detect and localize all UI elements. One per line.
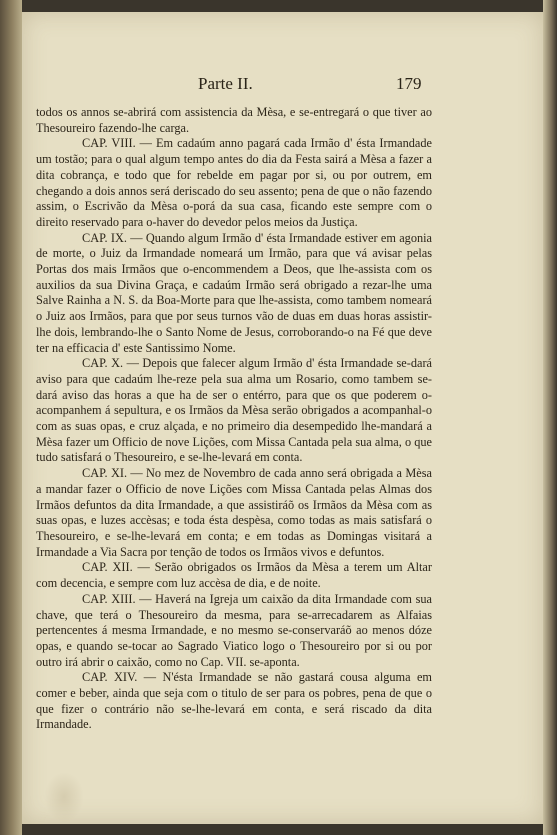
paragraph-cap-xiv: CAP. XIV. — N'ésta Irmandade se não gastará cousa alguma em comer e beber, ainda que seja com o titulo de ser para os pobres, pena de que o que fizer o contrário não se-lhe-levará em conta, e será riscado da dita Irmandade. bbox=[36, 670, 432, 732]
running-title: Parte II. bbox=[198, 74, 253, 93]
paragraph-cap-viii: CAP. VIII. — Em cadaúm anno pagará cada Irmão d' ésta Irmandade um tostão; para o qual algum tempo antes do dia da Festa sairá a Mèsa a fazer a dita cobrança, e todo que for rebelde em pagar por si, ou por outrem, em chegando a dois annos será deriscado do seu assento; pena de que o não fazendo assim, o Escrivão da Mèsa o-porá da sua casa, ficando este sempre com o direito reservado para o-haver do devedor pelos meios da Justiça. bbox=[36, 136, 432, 229]
right-page-edge bbox=[543, 0, 557, 835]
left-page-edge bbox=[0, 0, 22, 835]
paragraph-cap-xi: CAP. XI. — No mez de Novembro de cada anno será obrigada a Mèsa a mandar fazer o Officio de nove Lições com Missa Cantada pelas Almas dos Irmãos defuntos da dita Irmandade, a que assistiráõ os Irmãos da Mèsa com as suas opas, e luzes accèsas; e toda ésta despèsa, como todas as mais satisfará o Thesoureiro, e se-lhe-levará em conta; e em todas as Domingas visitará a Irmandade a Via Sacra por tenção de todos os Irmãos vivos e defuntos. bbox=[36, 466, 432, 559]
page-header bbox=[22, 74, 543, 100]
book-page bbox=[22, 12, 543, 824]
paper-stain bbox=[44, 772, 84, 822]
page-number: 179 bbox=[396, 74, 422, 93]
paragraph-cap-xii: CAP. XII. — Serão obrigados os Irmãos da Mèsa a terem um Altar com decencia, e sempre com luz accèsa de dia, e de noite. bbox=[36, 560, 432, 591]
paragraph-cap-xiii: CAP. XIII. — Haverá na Igreja um caixão da dita Irmandade com sua chave, que terá o Thesoureiro da mesma, para se-arrecadarem as Alfaias pertencentes á mesma Irmandade, e no mesmo se-conservaráõ ao menos dóze opas, e quando se-tocar ao Sagrado Viatico logo o Thesoureiro por si ou por outro irá abrir o caixão, como no Cap. VII. se-aponta. bbox=[36, 591, 432, 669]
paragraph-cap-x: CAP. X. — Depois que falecer algum Irmão d' ésta Irmandade se-dará aviso para que cadaúm lhe-reze pela sua alma um Rosario, como tambem se-dará aviso das horas a que ha de ser o entérro, para que os que poderem o-acompanhem á sepultura, e os Irmãos da Mèsa serão obrigados a acompanhal-o com as suas opas, e cruz alçada, e no primeiro dia desempedido lhe-mandará a Mèsa fazer um Officio de nove Lições, com Missa Cantada pela sua alma, o que tudo satisfará o Thesoureiro, e se-lhe-levará em conta. bbox=[36, 356, 432, 465]
paragraph-continuation: todos os annos se-abrirá com assistencia da Mèsa, e se-entregará o que tiver ao Thesoureiro fazendo-lhe carga. bbox=[36, 105, 432, 135]
body-text bbox=[36, 105, 432, 733]
paragraph-cap-ix: CAP. IX. — Quando algum Irmão d' ésta Irmandade estiver em agonia de morte, o Juiz da Irmandade nomeará um Irmão, para que vá avisar pelas Portas dos mais Irmãos que o-encommendem a Deos, que lhe-assista com os auxilios da sua Divina Graça, e cadaúm Irmão será obrigado a rezar-lhe uma Salve Rainha a N. S. da Boa-Morte para que lhe-assista, como tambem nomeará o Juiz aos Irmãos, para que por seus turnos vão de duas em duas horas assistir-lhe dois, lembrando-lhe o Santo Nome de Jesus, corroborando-o na Fé que deve ter na efficacia d' este Santissimo Nome. bbox=[36, 230, 432, 355]
